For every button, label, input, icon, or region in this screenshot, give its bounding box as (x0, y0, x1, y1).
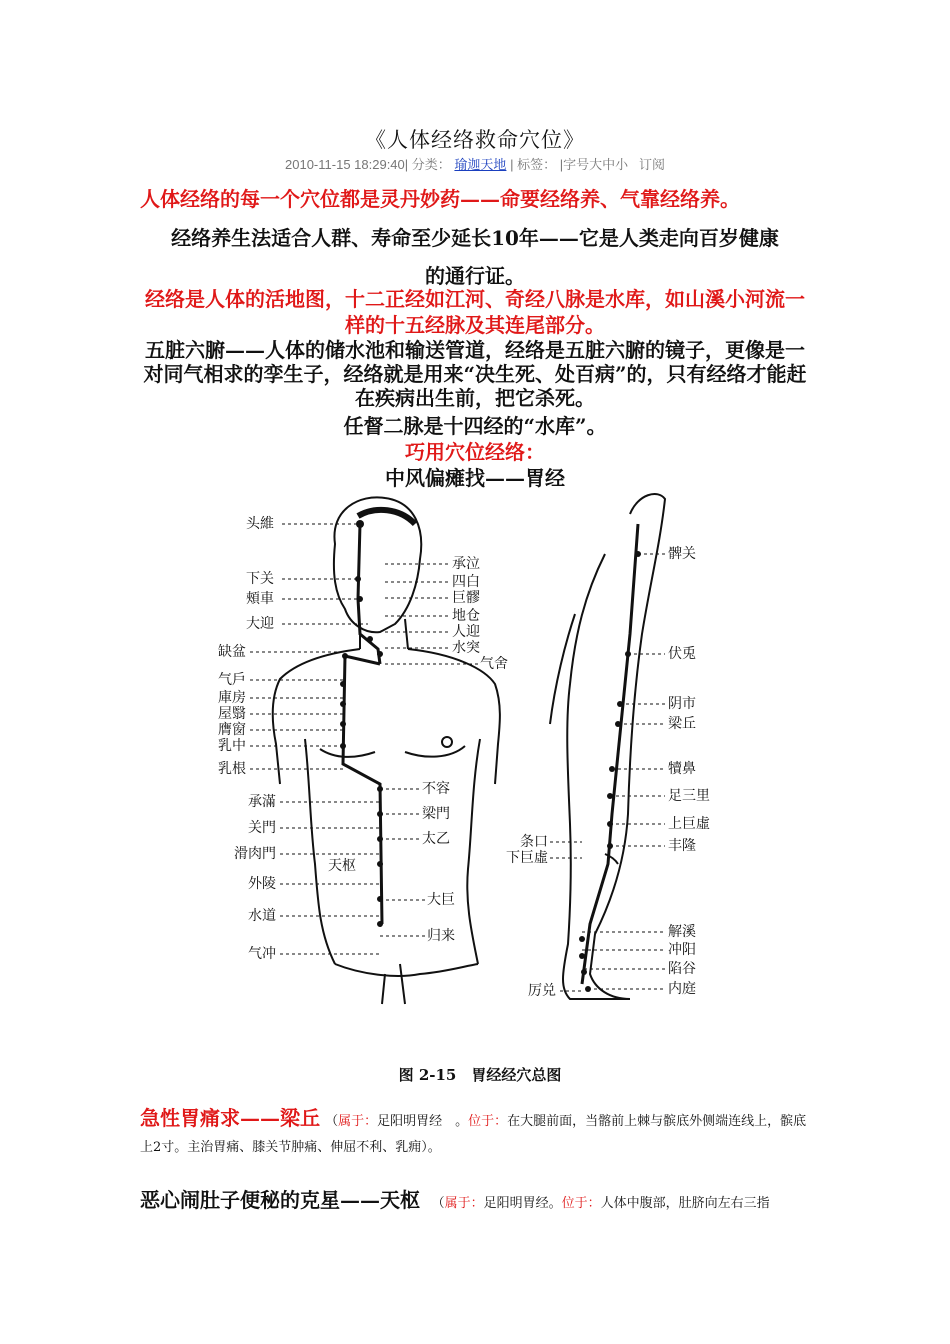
subscribe-link[interactable]: 订阅 (638, 157, 665, 172)
tianshu-detail: （属于：足阳明胃经。位于：人体中腹部，肚脐向左右三指 (425, 1196, 770, 1211)
label-xiangu: 陷谷 (668, 961, 696, 977)
label-chengqi: 承泣 (452, 556, 480, 572)
label-neiting: 内庭 (668, 981, 696, 997)
label-wailing: 外陵 (248, 876, 276, 892)
stomach-meridian-figure (210, 484, 750, 1096)
tianshu-heading: 恶心闹肚子便秘的克星——天枢 (140, 1188, 420, 1212)
page-title: 《人体经络救命穴位》 (365, 128, 585, 152)
label-tianshu: 天枢 (328, 858, 356, 874)
label-renying: 人迎 (452, 624, 480, 640)
label-daju: 大巨 (427, 892, 455, 908)
label-shangjuxu: 上巨虛 (668, 816, 710, 832)
location-value: 在大腿前面，当髂前上棘与髌底外侧端连线上，髌底上2寸。主治胃痛、膝关节肿痛、伸屈不利、乳痈）。 (140, 1114, 807, 1155)
label-biguan: 髀关 (668, 546, 696, 562)
label-guilai: 归来 (427, 928, 455, 944)
label-dicang: 地仓 (452, 608, 480, 624)
belongs-label: 属于： (444, 1196, 484, 1211)
leg-outline (550, 494, 665, 999)
meridian-map-paragraph: 经络是人体的活地图，十二正经如江河、奇经八脉是水库，如山溪小河流一样的十五经脉及其连尾部分。 (145, 287, 805, 337)
ren-du-paragraph: 任督二脉是十四经的“水库”。 (343, 414, 607, 438)
label-shuitu: 水突 (452, 640, 480, 656)
label-rugen: 乳根 (218, 761, 246, 777)
tianshu-section (140, 1184, 840, 1213)
label-qishe: 气舍 (480, 656, 508, 672)
label-zusanli: 足三里 (668, 788, 710, 804)
location-label: 位于： (561, 1196, 601, 1211)
label-daying: 大迎 (246, 616, 274, 632)
label-xiajuxu: 下巨虛 (506, 850, 548, 866)
label-huaroumen: 滑肉門 (234, 846, 276, 862)
label-shuidao: 水道 (248, 908, 276, 924)
label-yinshi: 阴市 (668, 696, 696, 712)
font-size-control[interactable]: |字号大中小 (559, 157, 629, 172)
liangqiu-detail: （属于：足阳明胃经 。位于：在大腿前面，当髂前上棘与髌底外侧端连线上，髌底上2寸。主治胃痛、膝关节肿痛、伸屈不利、乳痈）。 (140, 1114, 807, 1155)
label-jiexi: 解溪 (668, 924, 696, 940)
label-fenglong: 丰隆 (668, 838, 696, 854)
label-juliao: 巨髎 (452, 590, 480, 606)
label-qihu: 气戶 (218, 672, 246, 688)
category-label: 分类： (411, 157, 451, 172)
label-taiyi: 太乙 (422, 831, 450, 847)
location-value: 人体中腹部，肚脐向左右三指 (600, 1196, 770, 1211)
label-quepen: 缺盆 (218, 644, 246, 660)
post-meta (0, 154, 950, 173)
figure-caption: 图 2-15 胃经经穴总图 (398, 1066, 562, 1084)
label-xiaguan: 下关 (246, 571, 274, 587)
longevity-paragraph-end: 的通行证。 (425, 264, 525, 288)
liangqiu-section (140, 1106, 810, 1160)
label-qichong: 气冲 (248, 946, 276, 962)
label-liangqiu: 梁丘 (668, 716, 696, 732)
liangqiu-heading: 急性胃痛求——梁丘 (140, 1106, 320, 1130)
label-touwei: 头維 (246, 516, 274, 532)
label-yingchuang: 膺窗 (218, 722, 246, 738)
label-ruzhong: 乳中 (218, 738, 246, 754)
label-chengman: 承滿 (248, 794, 276, 810)
intro-paragraph: 人体经络的每一个穴位都是灵丹妙药——命要经络养、气靠经络养。 (140, 187, 740, 211)
organs-paragraph: 五脏六腑——人体的储水池和输送管道，经络是五脏六腑的镜子，更像是一对同气相求的孪生子，经络就是用来“决生死、处百病”的，只有经络才能赶在疾病出生前，把它杀死。 (143, 338, 807, 410)
label-guanmen: 关門 (248, 820, 276, 836)
tags-label: 标签： (517, 157, 557, 172)
meta-separator: | (510, 157, 514, 172)
belongs-value: 足阳明胃经 (377, 1114, 443, 1129)
stroke-heading: 中风偏瘫找——胃经 (385, 466, 565, 490)
post-datetime: 2010-11-15 18:29:40| (285, 157, 409, 172)
location-label: 位于： (468, 1114, 508, 1129)
label-burong: 不容 (422, 781, 450, 797)
label-chongyang: 冲阳 (668, 942, 696, 958)
belongs-value: 足阳明胃经。 (483, 1196, 562, 1211)
acupoint-heading: 巧用穴位经络： (405, 440, 545, 464)
label-wuyi: 屋翳 (218, 706, 246, 722)
label-sibai: 四白 (452, 574, 480, 590)
longevity-paragraph: 经络养生法适合人群、寿命至少延长10年——它是人类走向百岁健康 (171, 226, 779, 250)
label-kufang: 庫房 (218, 690, 246, 706)
label-tiaokou: 条口 (520, 834, 548, 850)
category-link[interactable]: 瑜迦天地 (454, 157, 507, 172)
label-liangmen: 梁門 (422, 806, 450, 822)
belongs-label: 属于： (338, 1114, 378, 1129)
label-dubi: 犢鼻 (668, 761, 696, 777)
label-lidui: 厉兑 (528, 983, 556, 999)
label-futu: 伏兎 (668, 646, 696, 662)
label-jiache: 頰車 (246, 591, 274, 607)
